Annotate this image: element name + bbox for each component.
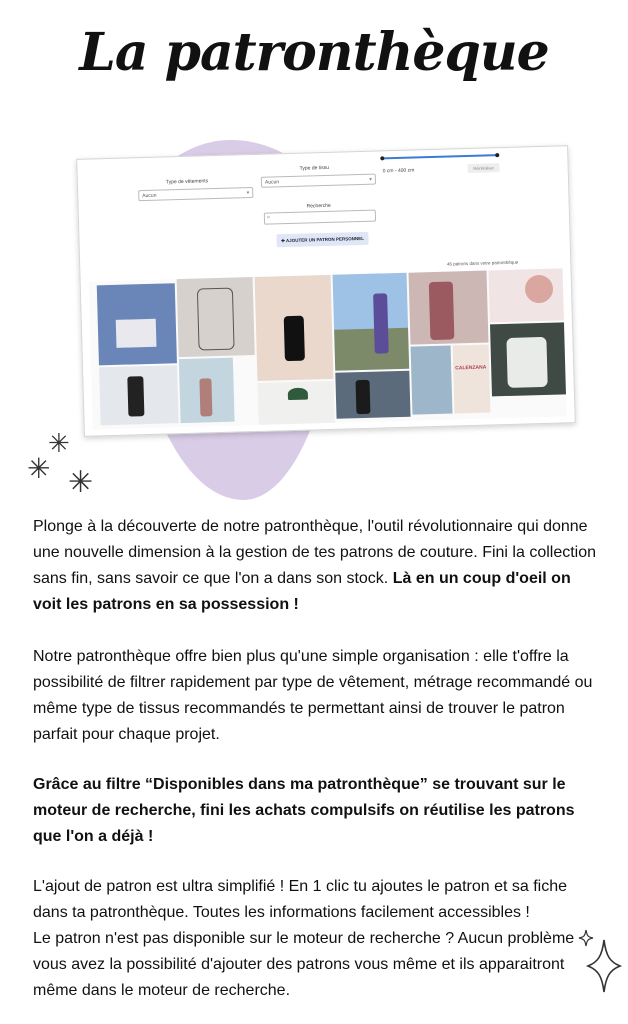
page-title: La patronthèque [79, 22, 549, 83]
add-pattern-line2: Le patron n'est pas disponible sur le moteur de recherche ? Aucun problème vous avez la possibilité d'ajouter des patrons vous même et ils apparaitront même dans le moteur de recherche. [33, 930, 575, 999]
pattern-card[interactable] [409, 271, 489, 345]
pattern-card[interactable] [490, 322, 566, 396]
pattern-card[interactable]: CALENZANA [453, 344, 491, 413]
intro-text: Plonge à la découverte de notre patronthèque, l'outil révolutionnaire qui donne une nouvelle dimension à la gestion de tes patrons de couture. Fini la collection sans fin, sans savoir ce que l'on a dans son stock. [33, 518, 597, 587]
search-label: Recherche [306, 202, 331, 210]
availability-paragraph: Grâce au filtre “Disponibles dans ma patronthèque” se trouvant sur le moteur de recherche, fini les achats compulsifs on réutilise les patrons que l'on a déjà ! [33, 776, 575, 845]
filter-fabric-label: Type de tissu [299, 164, 330, 172]
pattern-card[interactable] [255, 275, 334, 381]
pattern-grid [89, 268, 567, 429]
range-text: 0 cm - 400 cm [382, 167, 415, 175]
length-range-slider[interactable] [382, 154, 497, 159]
intro-paragraph [33, 514, 599, 618]
pattern-card[interactable] [99, 365, 179, 425]
asterisk-icon: ✳ [68, 466, 94, 499]
pattern-count: 46 patrons dans votre patronthèque [446, 259, 519, 267]
range-handle-min[interactable] [380, 156, 384, 160]
sparkle-icon [578, 926, 624, 996]
pattern-card[interactable] [333, 273, 410, 371]
chevron-down-icon: ▾ [369, 176, 372, 183]
app-screenshot [76, 145, 576, 437]
search-input[interactable] [264, 210, 376, 225]
filter-fabric-select[interactable]: Aucun ▾ [261, 174, 376, 188]
filter-clothing-label: Type de vêtements [165, 178, 209, 186]
asterisk-icon: ✳ [27, 453, 51, 484]
pattern-card[interactable] [411, 346, 453, 415]
intro-bold: Là en un coup d'oeil on voit les patrons en sa possession ! [33, 570, 571, 613]
range-handle-max[interactable] [495, 153, 499, 157]
pattern-card[interactable] [177, 277, 255, 357]
filter-clothing-select[interactable]: Aucun ▾ [138, 187, 253, 201]
pattern-card[interactable] [97, 283, 177, 365]
pattern-card[interactable] [258, 381, 335, 425]
filter-paragraph: Notre patronthèque offre bien plus qu'une simple organisation : elle t'offre la possibilité de filtrer rapidement par type de vêtement, métrage recommandé ou même type de tissus recommandés te permettant ainsi de trouver le patron parfait pour chaque projet. [33, 648, 593, 743]
add-pattern-line1: L'ajout de patron est ultra simplifié ! En 1 clic tu ajoutes le patron et sa fiche dans ta patronthèque. Toutes les informations facilement accessibles ! [33, 878, 568, 921]
add-pattern-button[interactable]: ✚ AJOUTER UN PATRON PERSONNEL [276, 232, 368, 248]
pattern-card[interactable] [335, 371, 410, 419]
pattern-card[interactable] [488, 268, 563, 322]
reset-button[interactable]: Réinitialiser [468, 163, 500, 173]
asterisk-icon: ✳ [48, 428, 70, 458]
add-pattern-paragraph [33, 874, 599, 1004]
pattern-card[interactable] [179, 358, 235, 423]
chevron-down-icon: ▾ [246, 190, 250, 197]
search-icon: ⌕ [266, 214, 271, 221]
